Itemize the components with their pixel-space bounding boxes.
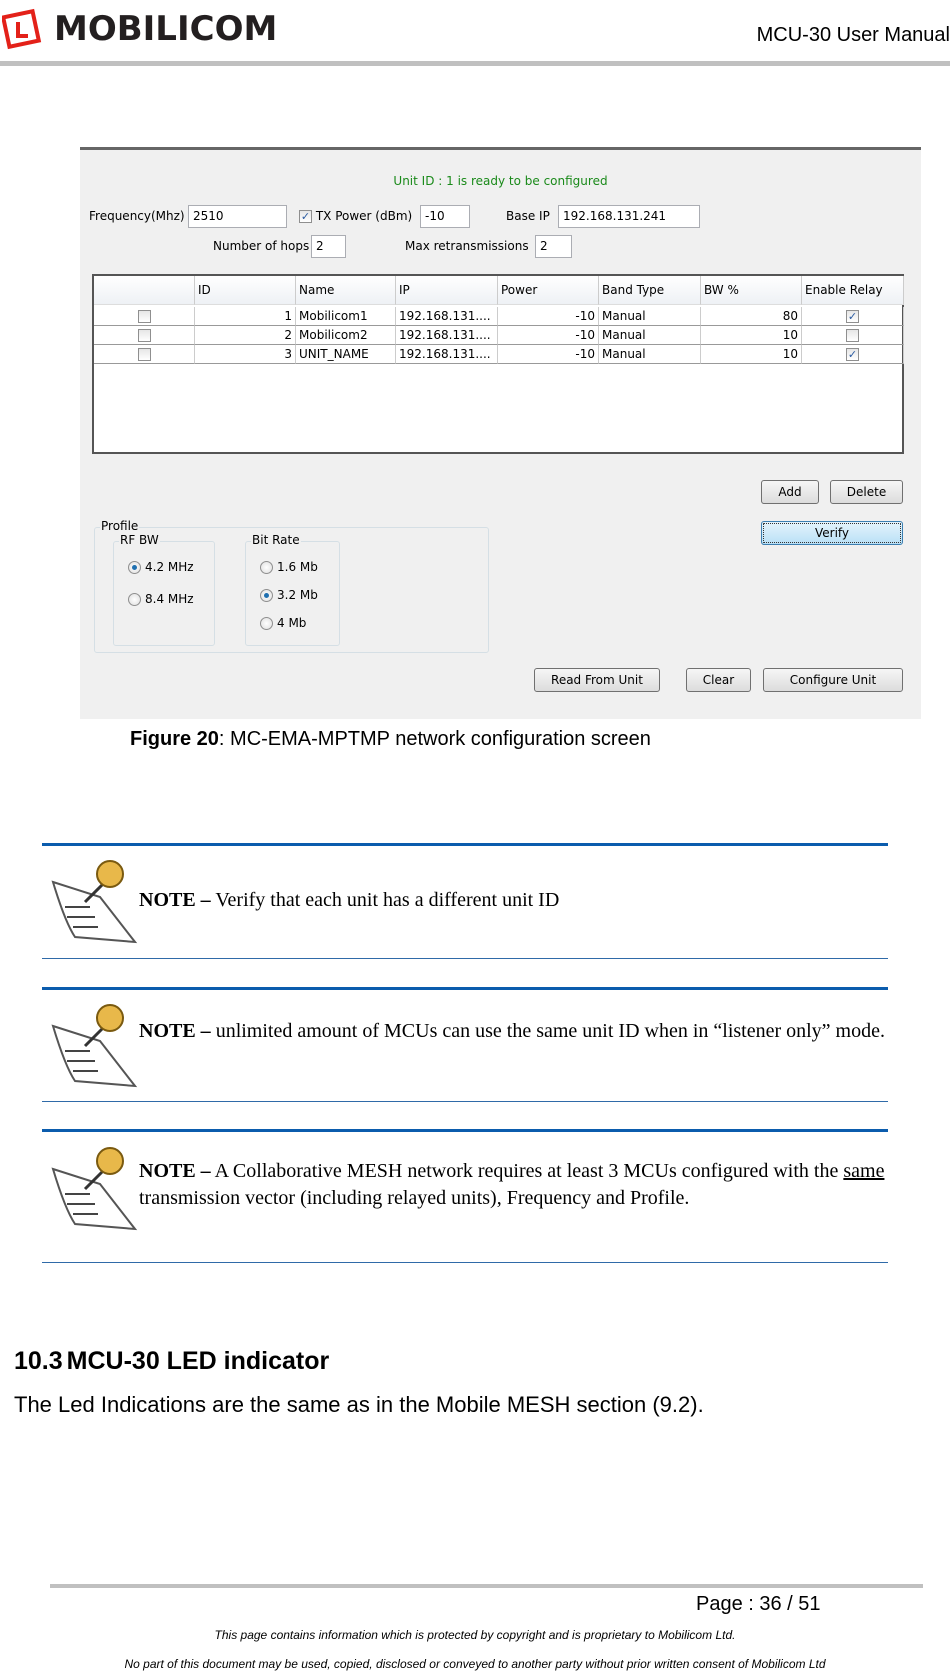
row-select-checkbox[interactable] (94, 307, 195, 326)
bit-rate-label: Bit Rate (252, 533, 300, 547)
units-table (92, 274, 904, 454)
radio-label: 4 Mb (277, 616, 307, 630)
column-header[interactable]: Name (296, 276, 396, 305)
column-header[interactable] (94, 276, 195, 305)
note-body: unlimited amount of MCUs can use the same unit ID when in “listener only” mode. (210, 1020, 885, 1042)
radio-rf-bw-8-4[interactable] (128, 592, 194, 606)
column-header[interactable]: Power (498, 276, 599, 305)
tx-power-input[interactable]: -10 (420, 205, 470, 228)
delete-button[interactable]: Delete (830, 480, 903, 504)
tx-power-checkbox[interactable] (299, 209, 412, 223)
frequency-input[interactable]: 2510 (188, 205, 287, 228)
checkbox-icon (846, 329, 859, 342)
table-cell-power[interactable]: -10 (498, 326, 599, 345)
rf-bw-label: RF BW (120, 533, 159, 547)
radio-bit-rate-4[interactable] (260, 616, 306, 630)
table-cell-band[interactable]: Manual (599, 307, 701, 326)
configure-unit-button[interactable]: Configure Unit (763, 668, 903, 692)
manual-title: MCU-30 User Manual (756, 24, 950, 46)
table-cell-bw[interactable]: 10 (701, 326, 802, 345)
retransmissions-input[interactable]: 2 (535, 235, 572, 258)
table-cell-band[interactable]: Manual (599, 345, 701, 364)
table-cell-name[interactable]: Mobilicom2 (296, 326, 396, 345)
enable-relay-checkbox[interactable] (802, 307, 904, 326)
footer-divider (50, 1584, 923, 1588)
page-number: Page : 36 / 51 (696, 1593, 821, 1615)
checkbox-checked-icon: ✓ (847, 310, 858, 323)
tx-power-label: TX Power (dBm) (315, 209, 413, 223)
radio-bit-rate-3-2[interactable] (260, 588, 318, 602)
radio-icon (128, 593, 141, 606)
profile-group (94, 519, 489, 653)
note-prefix: NOTE – (139, 889, 211, 911)
table-cell-power[interactable]: -10 (498, 345, 599, 364)
note-underlined: same (843, 1160, 885, 1182)
figure-caption (130, 728, 651, 751)
note-top-divider (42, 987, 888, 990)
note-prefix: NOTE – (139, 1160, 211, 1182)
table-cell-bw[interactable]: 10 (701, 345, 802, 364)
table-cell-id[interactable]: 2 (195, 326, 296, 345)
figure-text: : MC-EMA-MPTMP network configuration screen (218, 728, 651, 750)
table-cell-id[interactable]: 3 (195, 345, 296, 364)
radio-icon (260, 617, 273, 630)
column-header[interactable]: ID (195, 276, 296, 305)
pushpin-note-icon (45, 1139, 140, 1234)
frequency-label: Frequency(Mhz) (89, 209, 185, 223)
checkbox-icon (138, 310, 151, 323)
note-prefix: NOTE – (139, 1020, 211, 1042)
note-bottom-divider (42, 1262, 888, 1263)
header-divider (0, 61, 950, 66)
clear-button[interactable]: Clear (686, 668, 751, 692)
note-mesh-requirement (139, 1158, 889, 1212)
radio-label: 3.2 Mb (277, 588, 318, 602)
note-bottom-divider (42, 1101, 888, 1102)
pushpin-note-icon (45, 852, 140, 947)
pushpin-note-icon (45, 996, 140, 1091)
note-top-divider (42, 1129, 888, 1132)
radio-icon (260, 561, 273, 574)
base-ip-input[interactable]: 192.168.131.241 (558, 205, 700, 228)
column-header[interactable]: IP (396, 276, 498, 305)
note-body: A Collaborative MESH network requires at least 3 MCUs configured with the (210, 1160, 844, 1182)
radio-bit-rate-1-6[interactable] (260, 560, 318, 574)
row-select-checkbox[interactable] (94, 345, 195, 364)
table-cell-bw[interactable]: 80 (701, 307, 802, 326)
note-unit-id (139, 887, 889, 914)
read-from-unit-button[interactable]: Read From Unit (534, 668, 660, 692)
radio-label: 1.6 Mb (277, 560, 318, 574)
table-cell-name[interactable]: Mobilicom1 (296, 307, 396, 326)
note-bottom-divider (42, 958, 888, 959)
checkbox-checked-icon: ✓ (847, 348, 858, 361)
hops-label: Number of hops (213, 239, 310, 253)
note-body: Verify that each unit has a different unit ID (210, 889, 560, 911)
table-cell-id[interactable]: 1 (195, 307, 296, 326)
table-cell-name[interactable]: UNIT_NAME (296, 345, 396, 364)
note-body: transmission vector (including relayed units), Frequency and Profile. (139, 1187, 690, 1209)
section-heading (14, 1347, 329, 1376)
add-button[interactable]: Add (761, 480, 819, 504)
section-number: 10.3 (14, 1347, 63, 1375)
table-cell-ip[interactable]: 192.168.131.... (396, 307, 498, 326)
figure-label: Figure 20 (130, 728, 219, 750)
bit-rate-group (245, 533, 340, 646)
footer-copyright: This page contains information which is protected by copyright and is proprietary to Mobilicom Ltd. (214, 1628, 736, 1642)
hops-input[interactable]: 2 (311, 235, 346, 258)
table-cell-power[interactable]: -10 (498, 307, 599, 326)
column-header[interactable]: Enable Relay (802, 276, 904, 305)
radio-rf-bw-4-2[interactable] (128, 560, 194, 574)
row-select-checkbox[interactable] (94, 326, 195, 345)
logo-mark-icon (2, 6, 48, 52)
column-header[interactable]: Band Type (599, 276, 701, 305)
radio-selected-icon (260, 589, 273, 602)
profile-label: Profile (101, 519, 139, 533)
radio-label: 8.4 MHz (145, 592, 194, 606)
radio-label: 4.2 MHz (145, 560, 194, 574)
radio-selected-icon (128, 561, 141, 574)
table-cell-ip[interactable]: 192.168.131.... (396, 345, 498, 364)
network-config-screen (80, 147, 921, 719)
checkbox-icon (138, 329, 151, 342)
enable-relay-checkbox[interactable] (802, 326, 904, 345)
table-cell-band[interactable]: Manual (599, 326, 701, 345)
rf-bw-group (113, 533, 215, 646)
mobilicom-logo: MOBILICOM (2, 6, 277, 52)
retransmissions-label: Max retransmissions (405, 239, 529, 253)
section-title: MCU-30 LED indicator (66, 1347, 330, 1375)
column-header[interactable]: BW % (701, 276, 802, 305)
enable-relay-checkbox[interactable] (802, 345, 904, 364)
base-ip-label: Base IP (506, 209, 550, 223)
table-cell-ip[interactable]: 192.168.131.... (396, 326, 498, 345)
checkbox-checked-icon: ✓ (300, 210, 311, 223)
verify-button[interactable]: Verify (761, 521, 903, 545)
note-top-divider (42, 843, 888, 846)
checkbox-icon (138, 348, 151, 361)
section-body: The Led Indications are the same as in the Mobile MESH section (9.2). (14, 1392, 704, 1417)
note-listener-mode (139, 1018, 889, 1045)
status-message: Unit ID : 1 is ready to be configured (393, 174, 608, 188)
footer-consent: No part of this document may be used, copied, disclosed or conveyed to another party without prior written consent of Mobilicom Ltd (124, 1657, 826, 1671)
